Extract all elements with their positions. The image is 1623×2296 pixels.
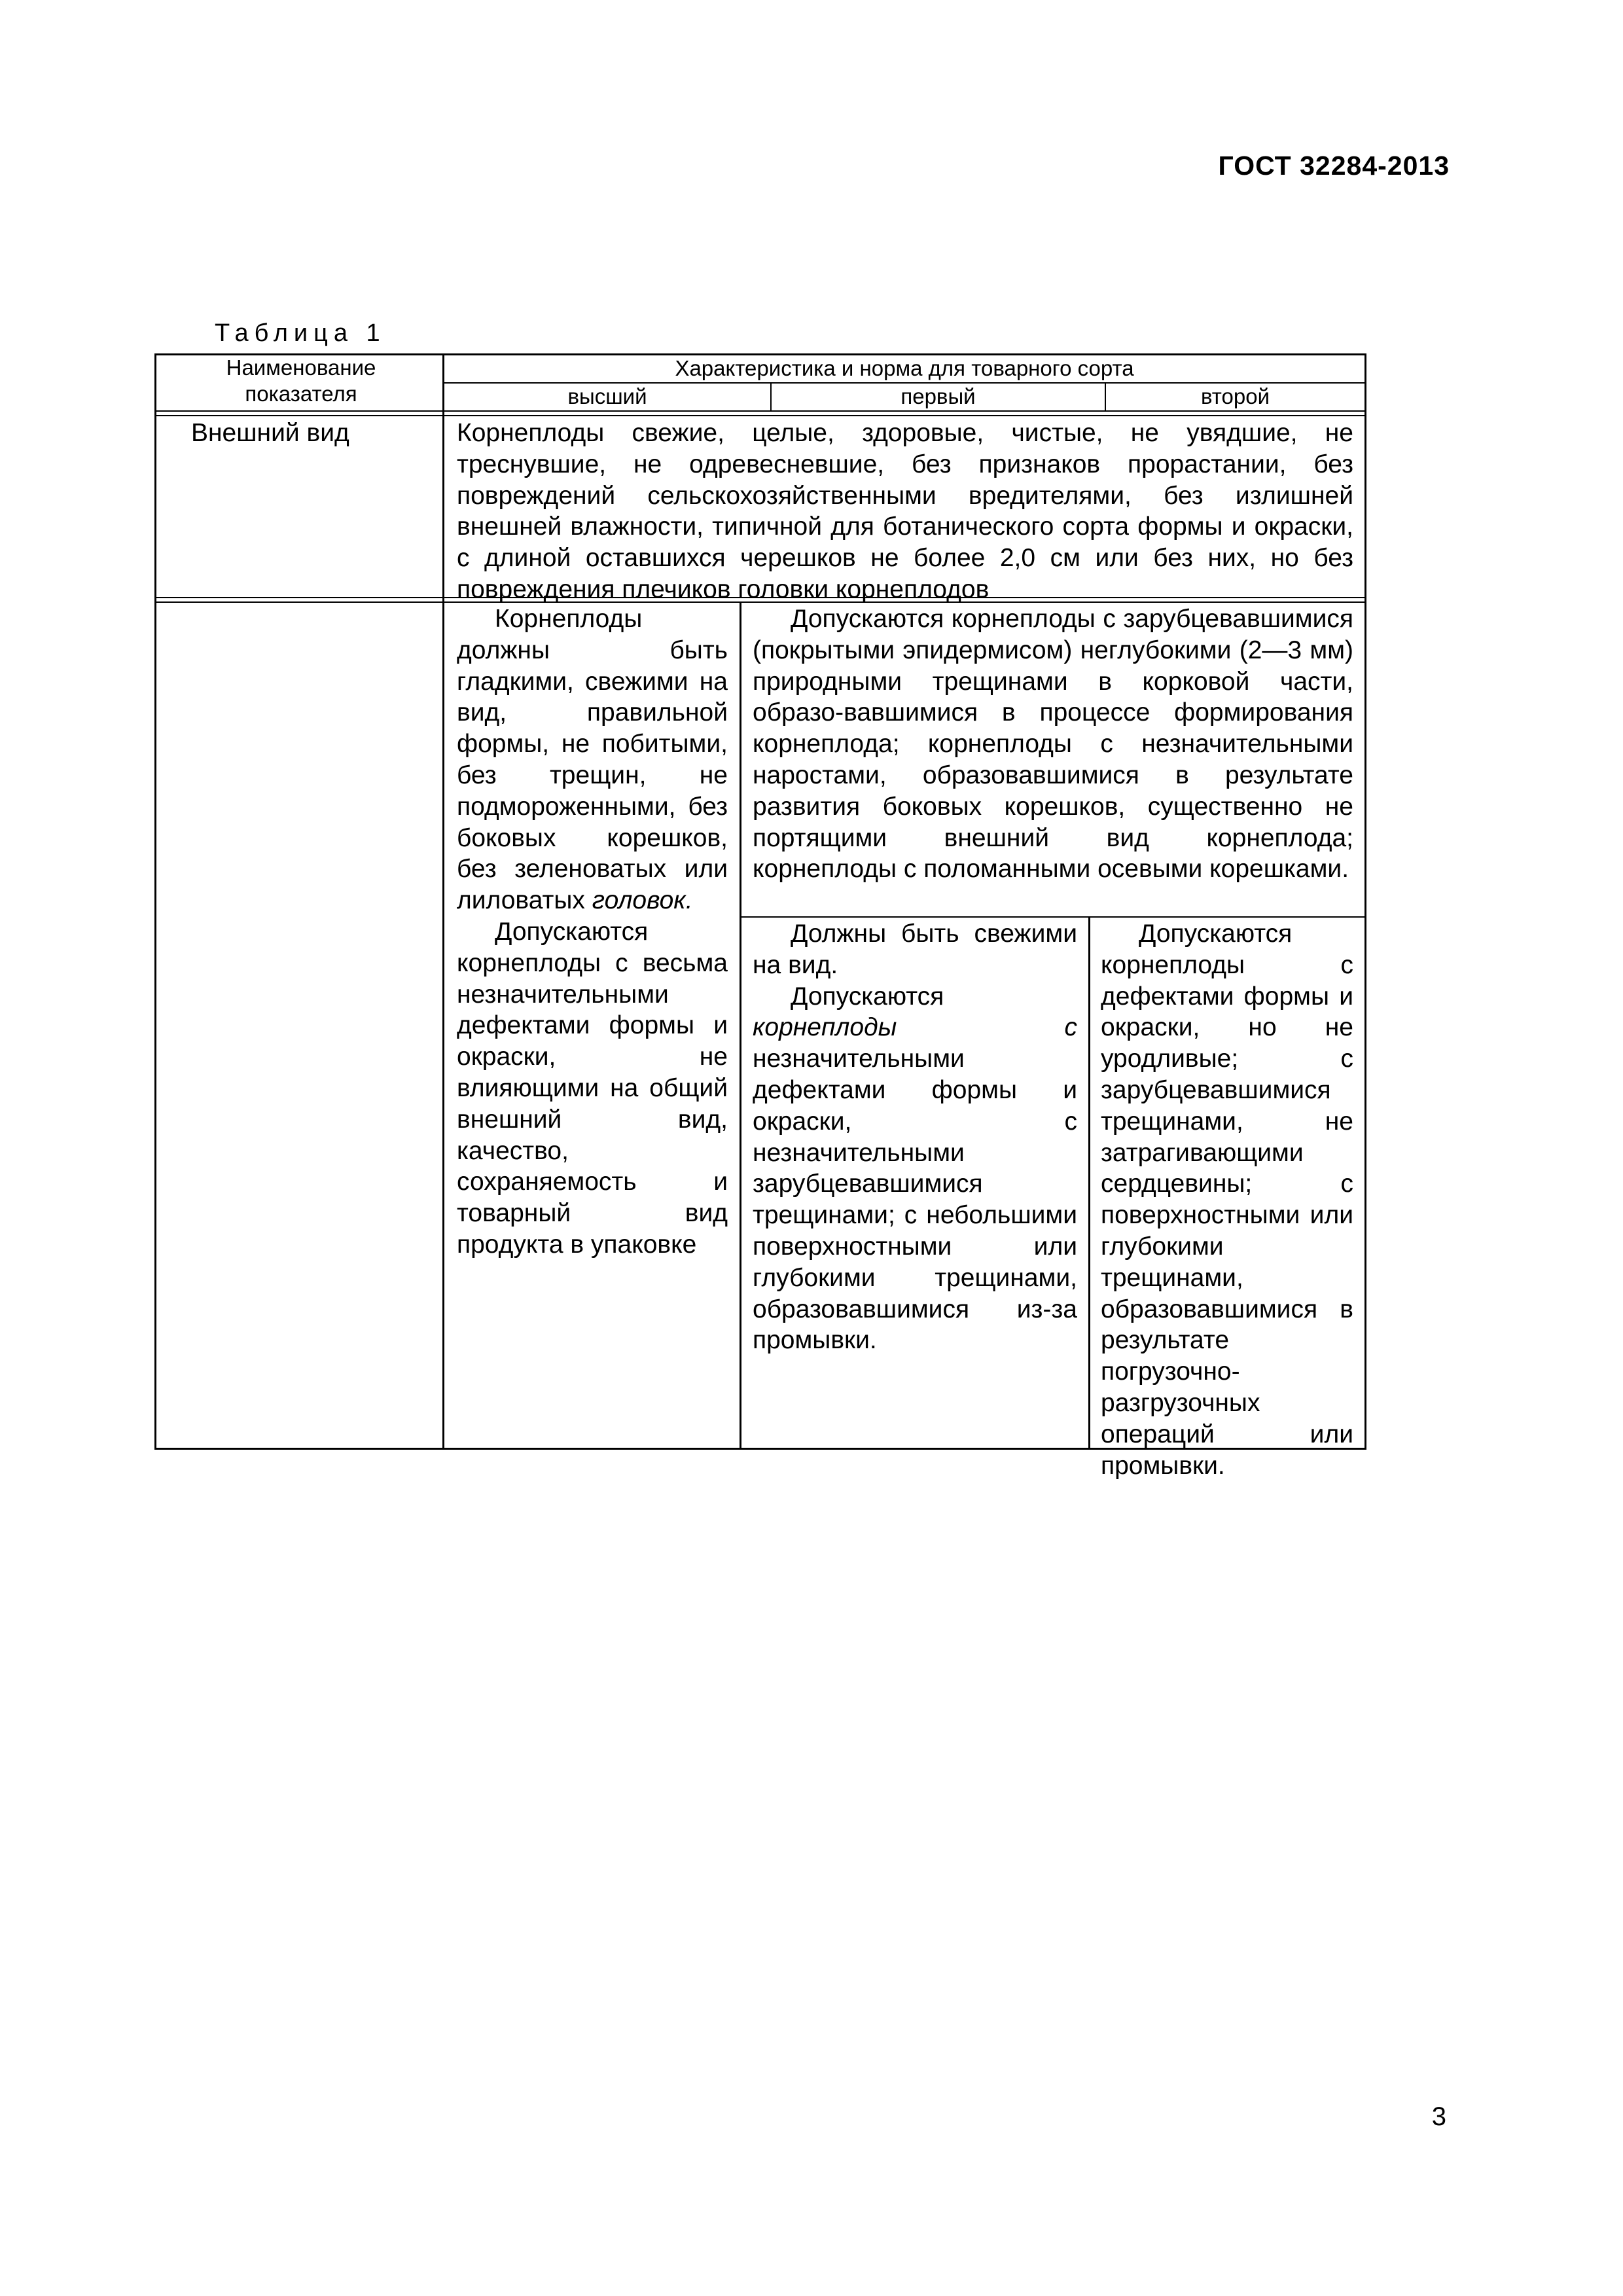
indicator-column-header: Наименование показателя [226,355,376,406]
table-caption: Таблица 1 [215,319,386,347]
first-second-common-text: Допускаются корнеплоды с зарубцевавшимися (покрытыми эпидермисом) неглубокими (2—3 мм) природными трещинами в корковой части, образо-вавшимися в процессе формирования корнеплода; корнеплоды с незначительными наростами, образовавшимися в результате развития боковых корешков, существенно не портящими внешний вид корнеплода; корнеплоды с поломанными осевыми корешками. [753,605,1353,884]
first-grade-cell [753,918,1077,1356]
first-second-common-cell [753,603,1353,885]
second-grade-cell [1101,918,1353,1481]
grade-header-highest: высший [567,384,647,408]
grade-header-second: второй [1200,384,1270,408]
first-grade-paragraph-2: Допускаются корнеплоды с незначительными дефектами формы и окраски, с незначительными зарубцевавшимися трещинами; с небольшими поверхностными или глубокими трещинами, образовавшимися из-за промывки. [753,982,1077,1355]
characteristic-column-header: Характеристика и норма для товарного сорта [675,356,1134,380]
highest-grade-cell [457,603,728,1261]
grade-header-first: первый [901,384,976,408]
second-grade-paragraph-1: Допускаются корнеплоды с дефектами формы и окраски, но не уродливые; с зарубцевавшимися трещинами, не затрагивающими сердцевины; с поверхностными или глубокими трещинами, образовавшимися в результате погрузочно-разгрузочных операций или промывки. [1101,920,1353,1480]
first-grade-paragraph-1: Должны быть свежими на вид. [753,920,1077,979]
highest-grade-paragraph-1: Корнеплоды должны быть гладкими, свежими на вид, правильной формы, не побитыми, без трещин, не подмороженными, без боковых корешков, без зеленоватых или лиловатых головок. [457,605,728,915]
highest-grade-paragraph-2: Допускаются корнеплоды с весьма незначительными дефектами формы и окраски, не влияющими на общий внешний вид, качество, сохраняемость и товарный вид продукта в упаковке [457,917,728,1259]
document-code: ГОСТ 32284-2013 [1218,151,1450,181]
row-indicator: Внешний вид [191,419,349,447]
common-requirement: Корнеплоды свежие, целые, здоровые, чистые, не увядшие, не треснувшие, не одревесневшие, без признаков прорастании, без повреждений сельскохозяйственными вредителями, без излишней внешней влажности, типичной для ботанического сорта формы и окраски, с длиной оставшихся черешков не более 2,0 см или без них, но без повреждения плечиков головки корнеплодов [457,419,1353,603]
page-number: 3 [1431,2102,1446,2131]
